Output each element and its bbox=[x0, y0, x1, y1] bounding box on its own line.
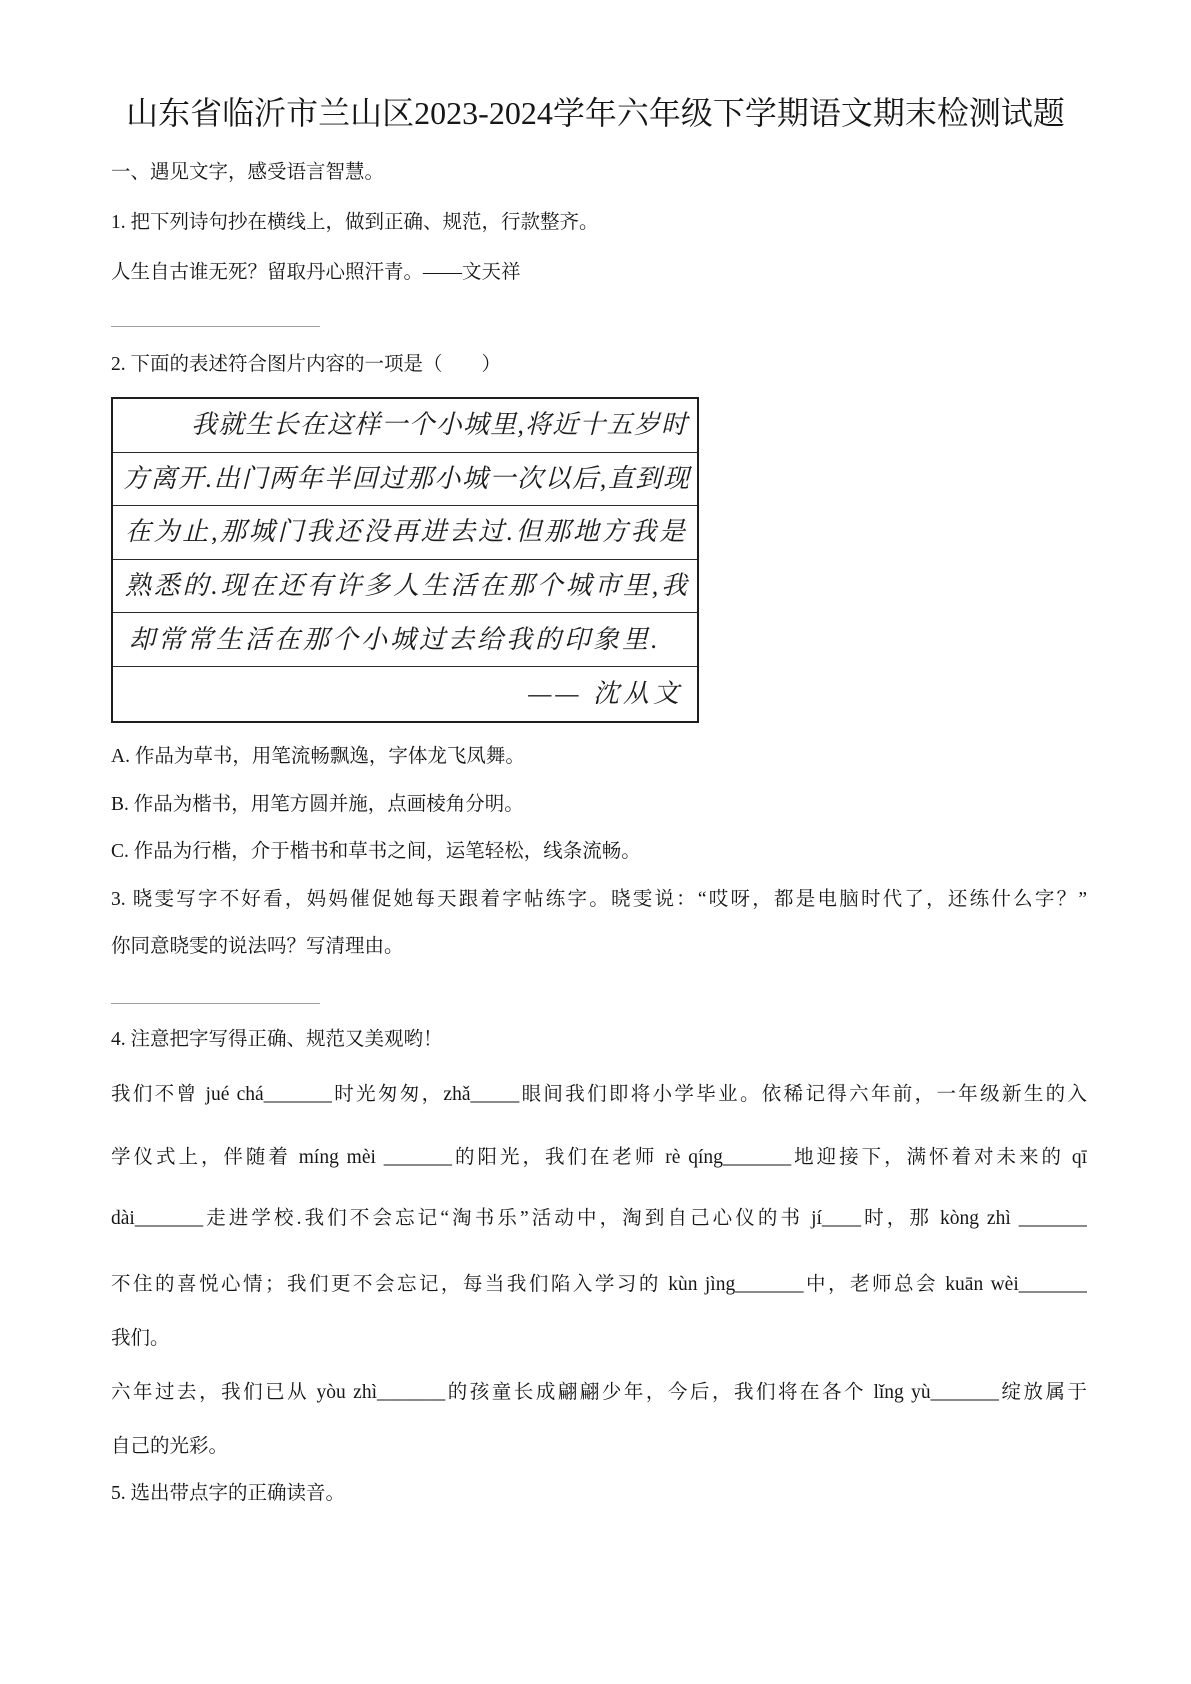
question-1-answer-line bbox=[111, 326, 320, 327]
question-4-paragraph-line: 我们不曾 jué chá_______时光匆匆，zhǎ_____眼间我们即将小学毕业。依稀记得六年前，一年级新生的入 bbox=[111, 1084, 1087, 1105]
calligraphy-signature: —— 沈从文 bbox=[528, 678, 683, 708]
question-5-prompt: 5. 选出带点字的正确读音。 bbox=[111, 1483, 346, 1504]
calligraphy-row bbox=[113, 613, 697, 667]
question-4-paragraph-line: 自己的光彩。 bbox=[111, 1436, 229, 1457]
question-4-prompt: 4. 注意把字写得正确、规范又美观哟！ bbox=[111, 1029, 443, 1050]
question-4-paragraph-line: 六年过去，我们已从 yòu zhì_______的孩童长成翩翩少年，今后，我们将在各个 lǐng yù_______绽放属于 bbox=[111, 1382, 1087, 1403]
question-3-text: 你同意晓雯的说法吗？写清理由。 bbox=[111, 936, 404, 957]
calligraphy-row bbox=[113, 399, 697, 453]
question-2-option-a: A. 作品为草书，用笔流畅飘逸，字体龙飞凤舞。 bbox=[111, 746, 525, 767]
calligraphy-row bbox=[113, 560, 697, 614]
question-3-text: 3. 晓雯写字不好看，妈妈催促她每天跟着字帖练字。晓雯说：“哎呀，都是电脑时代了，还练什么字？” bbox=[111, 889, 1087, 910]
calligraphy-line: 方离开.出门两年半回过那小城一次以后,直到现 bbox=[123, 463, 689, 493]
calligraphy-line: 熟悉的.现在还有许多人生活在那个城市里,我 bbox=[125, 571, 687, 601]
question-2-prompt: 2. 下面的表述符合图片内容的一项是（ ） bbox=[111, 354, 502, 375]
question-1-poem: 人生自古谁无死？留取丹心照汗青。——文天祥 bbox=[111, 262, 521, 283]
calligraphy-line: 我就生长在这样一个小城里,将近十五岁时 bbox=[191, 410, 687, 440]
calligraphy-image bbox=[111, 397, 699, 723]
calligraphy-row bbox=[113, 453, 697, 507]
calligraphy-row bbox=[113, 667, 697, 721]
question-3-answer-line bbox=[111, 1003, 320, 1004]
calligraphy-row bbox=[113, 506, 697, 560]
calligraphy-line: 在为止,那城门我还没再进去过.但那地方我是 bbox=[125, 517, 685, 547]
question-4-paragraph-line: 不住的喜悦心情；我们更不会忘记，每当我们陷入学习的 kùn jìng_______中，老师总会 kuān wèi_______ bbox=[111, 1274, 1087, 1295]
calligraphy-line: 却常常生活在那个小城过去给我的印象里. bbox=[129, 624, 661, 654]
question-2-option-b: B. 作品为楷书，用笔方圆并施，点画棱角分明。 bbox=[111, 794, 524, 815]
section-heading: 一、遇见文字，感受语言智慧。 bbox=[111, 162, 385, 183]
question-4-paragraph-line: dài_______走进学校.我们不会忘记“淘书乐”活动中，淘到自己心仪的书 jí____时，那 kòng zhì _______ bbox=[111, 1208, 1087, 1229]
exam-title: 山东省临沂市兰山区2023-2024学年六年级下学期语文期末检测试题 bbox=[126, 95, 1065, 131]
question-4-paragraph-line: 学仪式上，伴随着 míng mèi _______的阳光，我们在老师 rè qíng_______地迎接下，满怀着对未来的 qī bbox=[111, 1147, 1087, 1168]
question-2-option-c: C. 作品为行楷，介于楷书和草书之间，运笔轻松，线条流畅。 bbox=[111, 841, 641, 862]
question-1-prompt: 1. 把下列诗句抄在横线上，做到正确、规范，行款整齐。 bbox=[111, 212, 599, 233]
question-4-paragraph-line: 我们。 bbox=[111, 1328, 170, 1349]
